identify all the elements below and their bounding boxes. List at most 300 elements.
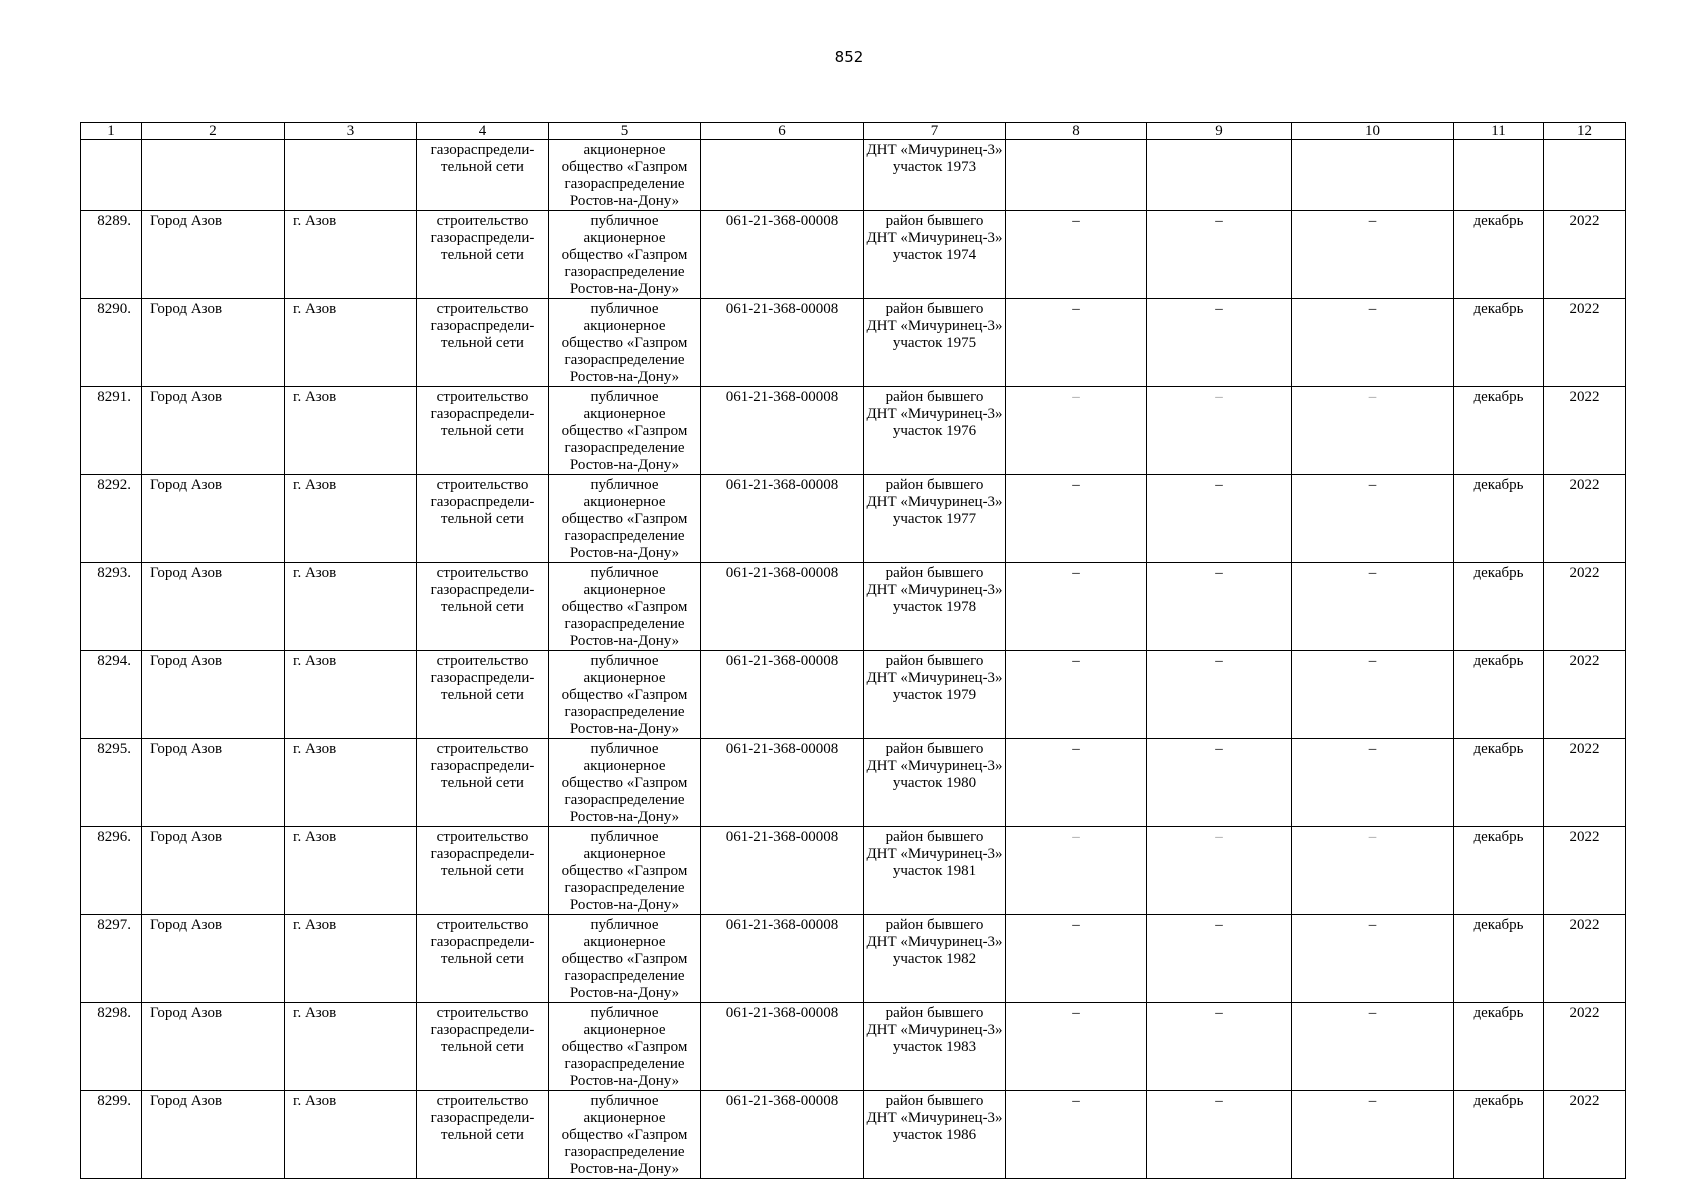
- text-line: ДНТ «Мичуринец-3»: [866, 494, 1003, 510]
- text-line: газораспредели-: [430, 1022, 535, 1038]
- text-line: район бывшего: [885, 829, 984, 845]
- text-line: газораспредели-: [430, 494, 535, 510]
- cell-municipality: Город Азов: [142, 211, 285, 299]
- text-line: газораспределение: [564, 352, 685, 368]
- text-line: публичное: [590, 1005, 659, 1021]
- cell-work: [417, 140, 549, 211]
- text-line: публичное: [590, 389, 659, 405]
- text-line: газораспредели-: [430, 230, 535, 246]
- cell-number: 8298.: [81, 1003, 142, 1091]
- text-line: публичное: [590, 1093, 659, 1109]
- text-line: акционерное: [583, 934, 666, 950]
- text-line: участок 1975: [892, 335, 977, 351]
- cell-organization: [549, 299, 701, 387]
- cell-col8: –: [1006, 915, 1147, 1003]
- text-line: газораспредели-: [430, 670, 535, 686]
- text-line: Ростов-на-Дону»: [569, 985, 680, 1001]
- text-line: газораспредели-: [430, 934, 535, 950]
- text-line: тельной сети: [441, 511, 524, 527]
- text-line: тельной сети: [441, 1039, 524, 1055]
- text-line: акционерное: [583, 494, 666, 510]
- cell-year: 2022: [1544, 299, 1626, 387]
- cell-address: [864, 739, 1006, 827]
- cell-year: 2022: [1544, 1003, 1626, 1091]
- text-line: газораспредели-: [430, 582, 535, 598]
- text-line: тельной сети: [441, 423, 524, 439]
- cell-municipality: Город Азов: [142, 827, 285, 915]
- cell-col8: –: [1006, 211, 1147, 299]
- cell-month: декабрь: [1454, 299, 1544, 387]
- text-line: газораспредели-: [430, 406, 535, 422]
- text-line: публичное: [590, 301, 659, 317]
- text-line: район бывшего: [885, 389, 984, 405]
- cell-col8: –: [1006, 651, 1147, 739]
- cell-address: [864, 299, 1006, 387]
- cell-organization: [549, 915, 701, 1003]
- text-line: участок 1974: [892, 247, 977, 263]
- cell-code: 061-21-368-00008: [701, 739, 864, 827]
- text-line: ДНТ «Мичуринец-3»: [866, 670, 1003, 686]
- table-row: [81, 739, 1626, 827]
- cell-municipality: Город Азов: [142, 1003, 285, 1091]
- cell-col10: –: [1292, 1003, 1454, 1091]
- cell-code: 061-21-368-00008: [701, 211, 864, 299]
- cell-code: 061-21-368-00008: [701, 915, 864, 1003]
- cell-address: [864, 1091, 1006, 1179]
- text-line: тельной сети: [441, 599, 524, 615]
- cell-code: 061-21-368-00008: [701, 387, 864, 475]
- header-cell: 1: [81, 123, 142, 140]
- cell-number: 8291.: [81, 387, 142, 475]
- cell-municipality: Город Азов: [142, 299, 285, 387]
- text-line: район бывшего: [885, 741, 984, 757]
- cell-number: 8296.: [81, 827, 142, 915]
- cell-col10: [1292, 140, 1454, 211]
- cell-municipality: Город Азов: [142, 915, 285, 1003]
- cell-year: 2022: [1544, 387, 1626, 475]
- text-line: тельной сети: [441, 775, 524, 791]
- table-row: [81, 387, 1626, 475]
- text-line: тельной сети: [441, 335, 524, 351]
- cell-col10: –: [1292, 651, 1454, 739]
- text-line: общество «Газпром: [561, 511, 688, 527]
- text-line: Ростов-на-Дону»: [569, 193, 680, 209]
- cell-organization: [549, 651, 701, 739]
- cell-locality: г. Азов: [285, 1003, 417, 1091]
- text-line: участок 1981: [892, 863, 977, 879]
- cell-col9: –: [1147, 211, 1292, 299]
- header-cell: 10: [1292, 123, 1454, 140]
- text-line: район бывшего: [885, 565, 984, 581]
- register-table: [80, 122, 1626, 1179]
- cell-organization: [549, 140, 701, 211]
- text-line: ДНТ «Мичуринец-3»: [866, 318, 1003, 334]
- text-line: газораспредели-: [430, 758, 535, 774]
- header-cell: 11: [1454, 123, 1544, 140]
- text-line: тельной сети: [441, 247, 524, 263]
- text-line: газораспределение: [564, 616, 685, 632]
- text-line: участок 1978: [892, 599, 977, 615]
- cell-year: 2022: [1544, 1091, 1626, 1179]
- cell-col9: –: [1147, 739, 1292, 827]
- cell-code: 061-21-368-00008: [701, 475, 864, 563]
- text-line: ДНТ «Мичуринец-3»: [866, 142, 1003, 158]
- text-line: акционерное: [583, 318, 666, 334]
- cell-municipality: Город Азов: [142, 651, 285, 739]
- cell-address: [864, 827, 1006, 915]
- cell-col9: –: [1147, 299, 1292, 387]
- text-line: общество «Газпром: [561, 423, 688, 439]
- cell-municipality: [142, 140, 285, 211]
- text-line: район бывшего: [885, 1093, 984, 1109]
- text-line: акционерное: [583, 1022, 666, 1038]
- cell-col8: –: [1006, 387, 1147, 475]
- header-cell: 3: [285, 123, 417, 140]
- cell-month: декабрь: [1454, 387, 1544, 475]
- cell-col10: –: [1292, 827, 1454, 915]
- text-line: район бывшего: [885, 477, 984, 493]
- cell-month: декабрь: [1454, 1003, 1544, 1091]
- text-line: Ростов-на-Дону»: [569, 721, 680, 737]
- header-cell: 9: [1147, 123, 1292, 140]
- text-line: район бывшего: [885, 301, 984, 317]
- cell-month: [1454, 140, 1544, 211]
- cell-month: декабрь: [1454, 211, 1544, 299]
- cell-locality: [285, 140, 417, 211]
- cell-code: 061-21-368-00008: [701, 651, 864, 739]
- cell-col9: –: [1147, 651, 1292, 739]
- cell-col8: –: [1006, 475, 1147, 563]
- text-line: Ростов-на-Дону»: [569, 457, 680, 473]
- cell-year: 2022: [1544, 475, 1626, 563]
- text-line: газораспредели-: [430, 1110, 535, 1126]
- text-line: тельной сети: [441, 951, 524, 967]
- text-line: участок 1976: [892, 423, 977, 439]
- cell-code: 061-21-368-00008: [701, 1003, 864, 1091]
- text-line: газораспределение: [564, 880, 685, 896]
- cell-number: 8290.: [81, 299, 142, 387]
- cell-locality: г. Азов: [285, 827, 417, 915]
- text-line: общество «Газпром: [561, 687, 688, 703]
- cell-number: 8293.: [81, 563, 142, 651]
- text-line: район бывшего: [885, 213, 984, 229]
- cell-address: [864, 651, 1006, 739]
- text-line: строительство: [436, 213, 529, 229]
- text-line: газораспределение: [564, 792, 685, 808]
- cell-year: 2022: [1544, 651, 1626, 739]
- cell-locality: г. Азов: [285, 1091, 417, 1179]
- text-line: ДНТ «Мичуринец-3»: [866, 230, 1003, 246]
- cell-col8: –: [1006, 827, 1147, 915]
- text-line: газораспределение: [564, 968, 685, 984]
- cell-locality: г. Азов: [285, 299, 417, 387]
- table-row: [81, 563, 1626, 651]
- table-row: [81, 915, 1626, 1003]
- cell-municipality: Город Азов: [142, 1091, 285, 1179]
- table-row: [81, 827, 1626, 915]
- text-line: строительство: [436, 389, 529, 405]
- cell-organization: [549, 475, 701, 563]
- text-line: газораспределение: [564, 528, 685, 544]
- text-line: общество «Газпром: [561, 1039, 688, 1055]
- text-line: участок 1982: [892, 951, 977, 967]
- text-line: общество «Газпром: [561, 335, 688, 351]
- cell-col9: –: [1147, 1003, 1292, 1091]
- text-line: Ростов-на-Дону»: [569, 897, 680, 913]
- text-line: газораспределение: [564, 704, 685, 720]
- table-row: [81, 475, 1626, 563]
- cell-work: [417, 387, 549, 475]
- text-line: участок 1983: [892, 1039, 977, 1055]
- cell-code: 061-21-368-00008: [701, 563, 864, 651]
- cell-year: 2022: [1544, 739, 1626, 827]
- text-line: Ростов-на-Дону»: [569, 633, 680, 649]
- cell-address: [864, 1003, 1006, 1091]
- cell-address: [864, 563, 1006, 651]
- text-line: публичное: [590, 477, 659, 493]
- cell-col10: –: [1292, 211, 1454, 299]
- cell-number: 8297.: [81, 915, 142, 1003]
- text-line: Ростов-на-Дону»: [569, 1073, 680, 1089]
- cell-address: [864, 387, 1006, 475]
- cell-col9: –: [1147, 1091, 1292, 1179]
- page-number: 852: [834, 48, 864, 66]
- text-line: Ростов-на-Дону»: [569, 1161, 680, 1177]
- text-line: акционерное: [583, 406, 666, 422]
- cell-col10: –: [1292, 475, 1454, 563]
- text-line: публичное: [590, 741, 659, 757]
- text-line: публичное: [590, 917, 659, 933]
- header-cell: 4: [417, 123, 549, 140]
- text-line: район бывшего: [885, 1005, 984, 1021]
- text-line: акционерное: [583, 758, 666, 774]
- cell-year: 2022: [1544, 211, 1626, 299]
- text-line: общество «Газпром: [561, 863, 688, 879]
- text-line: публичное: [590, 653, 659, 669]
- cell-col10: –: [1292, 739, 1454, 827]
- header-cell: 2: [142, 123, 285, 140]
- header-cell: 7: [864, 123, 1006, 140]
- text-line: газораспредели-: [430, 318, 535, 334]
- cell-work: [417, 1091, 549, 1179]
- text-line: газораспределение: [564, 1056, 685, 1072]
- cell-col8: –: [1006, 563, 1147, 651]
- cell-work: [417, 475, 549, 563]
- table-row: [81, 211, 1626, 299]
- cell-locality: г. Азов: [285, 651, 417, 739]
- cell-locality: г. Азов: [285, 211, 417, 299]
- text-line: тельной сети: [441, 687, 524, 703]
- text-line: общество «Газпром: [561, 951, 688, 967]
- cell-organization: [549, 827, 701, 915]
- cell-number: 8289.: [81, 211, 142, 299]
- cell-col8: –: [1006, 1091, 1147, 1179]
- text-line: Ростов-на-Дону»: [569, 369, 680, 385]
- text-line: участок 1973: [892, 159, 977, 175]
- text-line: газораспредели-: [430, 142, 535, 158]
- cell-work: [417, 739, 549, 827]
- text-line: участок 1980: [892, 775, 977, 791]
- cell-code: 061-21-368-00008: [701, 1091, 864, 1179]
- cell-month: декабрь: [1454, 651, 1544, 739]
- text-line: акционерное: [583, 670, 666, 686]
- cell-work: [417, 827, 549, 915]
- cell-code: [701, 140, 864, 211]
- text-line: общество «Газпром: [561, 775, 688, 791]
- text-line: газораспределение: [564, 440, 685, 456]
- cell-col10: –: [1292, 1091, 1454, 1179]
- text-line: Ростов-на-Дону»: [569, 281, 680, 297]
- text-line: Ростов-на-Дону»: [569, 545, 680, 561]
- text-line: публичное: [590, 829, 659, 845]
- text-line: строительство: [436, 565, 529, 581]
- cell-organization: [549, 563, 701, 651]
- cell-col8: –: [1006, 299, 1147, 387]
- cell-number: [81, 140, 142, 211]
- text-line: тельной сети: [441, 1127, 524, 1143]
- cell-col8: –: [1006, 739, 1147, 827]
- header-cell: 12: [1544, 123, 1626, 140]
- cell-code: 061-21-368-00008: [701, 827, 864, 915]
- text-line: акционерное: [583, 1110, 666, 1126]
- cell-number: 8294.: [81, 651, 142, 739]
- table-row: [81, 1003, 1626, 1091]
- cell-month: декабрь: [1454, 475, 1544, 563]
- text-line: строительство: [436, 653, 529, 669]
- cell-work: [417, 563, 549, 651]
- text-line: район бывшего: [885, 917, 984, 933]
- cell-year: 2022: [1544, 827, 1626, 915]
- text-line: газораспределение: [564, 1144, 685, 1160]
- cell-organization: [549, 739, 701, 827]
- header-row: [81, 123, 1626, 140]
- cell-col9: –: [1147, 827, 1292, 915]
- cell-col9: –: [1147, 563, 1292, 651]
- cell-organization: [549, 1003, 701, 1091]
- text-line: участок 1977: [892, 511, 977, 527]
- table-row: [81, 1091, 1626, 1179]
- text-line: публичное: [590, 213, 659, 229]
- cell-work: [417, 299, 549, 387]
- text-line: участок 1979: [892, 687, 977, 703]
- text-line: общество «Газпром: [561, 1127, 688, 1143]
- text-line: общество «Газпром: [561, 247, 688, 263]
- cell-col10: –: [1292, 299, 1454, 387]
- cell-col10: –: [1292, 563, 1454, 651]
- text-line: участок 1986: [892, 1127, 977, 1143]
- table-row: [81, 651, 1626, 739]
- cell-col10: –: [1292, 915, 1454, 1003]
- cell-work: [417, 211, 549, 299]
- cell-locality: г. Азов: [285, 475, 417, 563]
- cell-municipality: Город Азов: [142, 475, 285, 563]
- cell-locality: г. Азов: [285, 563, 417, 651]
- cell-municipality: Город Азов: [142, 739, 285, 827]
- text-line: строительство: [436, 1093, 529, 1109]
- text-line: строительство: [436, 1005, 529, 1021]
- cell-month: декабрь: [1454, 915, 1544, 1003]
- cell-month: декабрь: [1454, 739, 1544, 827]
- text-line: акционерное: [583, 846, 666, 862]
- cell-organization: [549, 387, 701, 475]
- cell-col9: –: [1147, 915, 1292, 1003]
- cell-col8: –: [1006, 1003, 1147, 1091]
- text-line: общество «Газпром: [561, 159, 688, 175]
- cell-locality: г. Азов: [285, 387, 417, 475]
- cell-address: [864, 140, 1006, 211]
- text-line: ДНТ «Мичуринец-3»: [866, 1110, 1003, 1126]
- header-cell: 8: [1006, 123, 1147, 140]
- cell-work: [417, 651, 549, 739]
- text-line: строительство: [436, 301, 529, 317]
- cell-work: [417, 915, 549, 1003]
- cell-number: 8292.: [81, 475, 142, 563]
- text-line: строительство: [436, 741, 529, 757]
- text-line: ДНТ «Мичуринец-3»: [866, 582, 1003, 598]
- header-cell: 6: [701, 123, 864, 140]
- text-line: ДНТ «Мичуринец-3»: [866, 1022, 1003, 1038]
- cell-locality: г. Азов: [285, 915, 417, 1003]
- cell-municipality: Город Азов: [142, 563, 285, 651]
- text-line: ДНТ «Мичуринец-3»: [866, 758, 1003, 774]
- text-line: Ростов-на-Дону»: [569, 809, 680, 825]
- cell-col8: [1006, 140, 1147, 211]
- cell-month: декабрь: [1454, 563, 1544, 651]
- text-line: строительство: [436, 917, 529, 933]
- cell-work: [417, 1003, 549, 1091]
- table-row: [81, 299, 1626, 387]
- text-line: газораспределение: [564, 176, 685, 192]
- header-cell: 5: [549, 123, 701, 140]
- text-line: ДНТ «Мичуринец-3»: [866, 934, 1003, 950]
- cell-organization: [549, 1091, 701, 1179]
- cell-col9: –: [1147, 387, 1292, 475]
- cell-col10: –: [1292, 387, 1454, 475]
- text-line: район бывшего: [885, 653, 984, 669]
- cell-number: 8299.: [81, 1091, 142, 1179]
- cell-year: 2022: [1544, 563, 1626, 651]
- cell-address: [864, 475, 1006, 563]
- text-line: акционерное: [583, 230, 666, 246]
- cell-number: 8295.: [81, 739, 142, 827]
- cell-address: [864, 211, 1006, 299]
- cell-organization: [549, 211, 701, 299]
- text-line: тельной сети: [441, 159, 524, 175]
- text-line: общество «Газпром: [561, 599, 688, 615]
- text-line: газораспределение: [564, 264, 685, 280]
- cell-address: [864, 915, 1006, 1003]
- cell-locality: г. Азов: [285, 739, 417, 827]
- cell-month: декабрь: [1454, 827, 1544, 915]
- text-line: газораспредели-: [430, 846, 535, 862]
- cell-year: [1544, 140, 1626, 211]
- text-line: ДНТ «Мичуринец-3»: [866, 406, 1003, 422]
- text-line: акционерное: [583, 582, 666, 598]
- text-line: тельной сети: [441, 863, 524, 879]
- cell-col9: [1147, 140, 1292, 211]
- text-line: строительство: [436, 477, 529, 493]
- text-line: акционерное: [583, 142, 666, 158]
- cell-year: 2022: [1544, 915, 1626, 1003]
- cell-col9: –: [1147, 475, 1292, 563]
- cell-municipality: Город Азов: [142, 387, 285, 475]
- cell-month: декабрь: [1454, 1091, 1544, 1179]
- text-line: ДНТ «Мичуринец-3»: [866, 846, 1003, 862]
- text-line: публичное: [590, 565, 659, 581]
- cell-code: 061-21-368-00008: [701, 299, 864, 387]
- text-line: строительство: [436, 829, 529, 845]
- continued-row: [81, 140, 1626, 211]
